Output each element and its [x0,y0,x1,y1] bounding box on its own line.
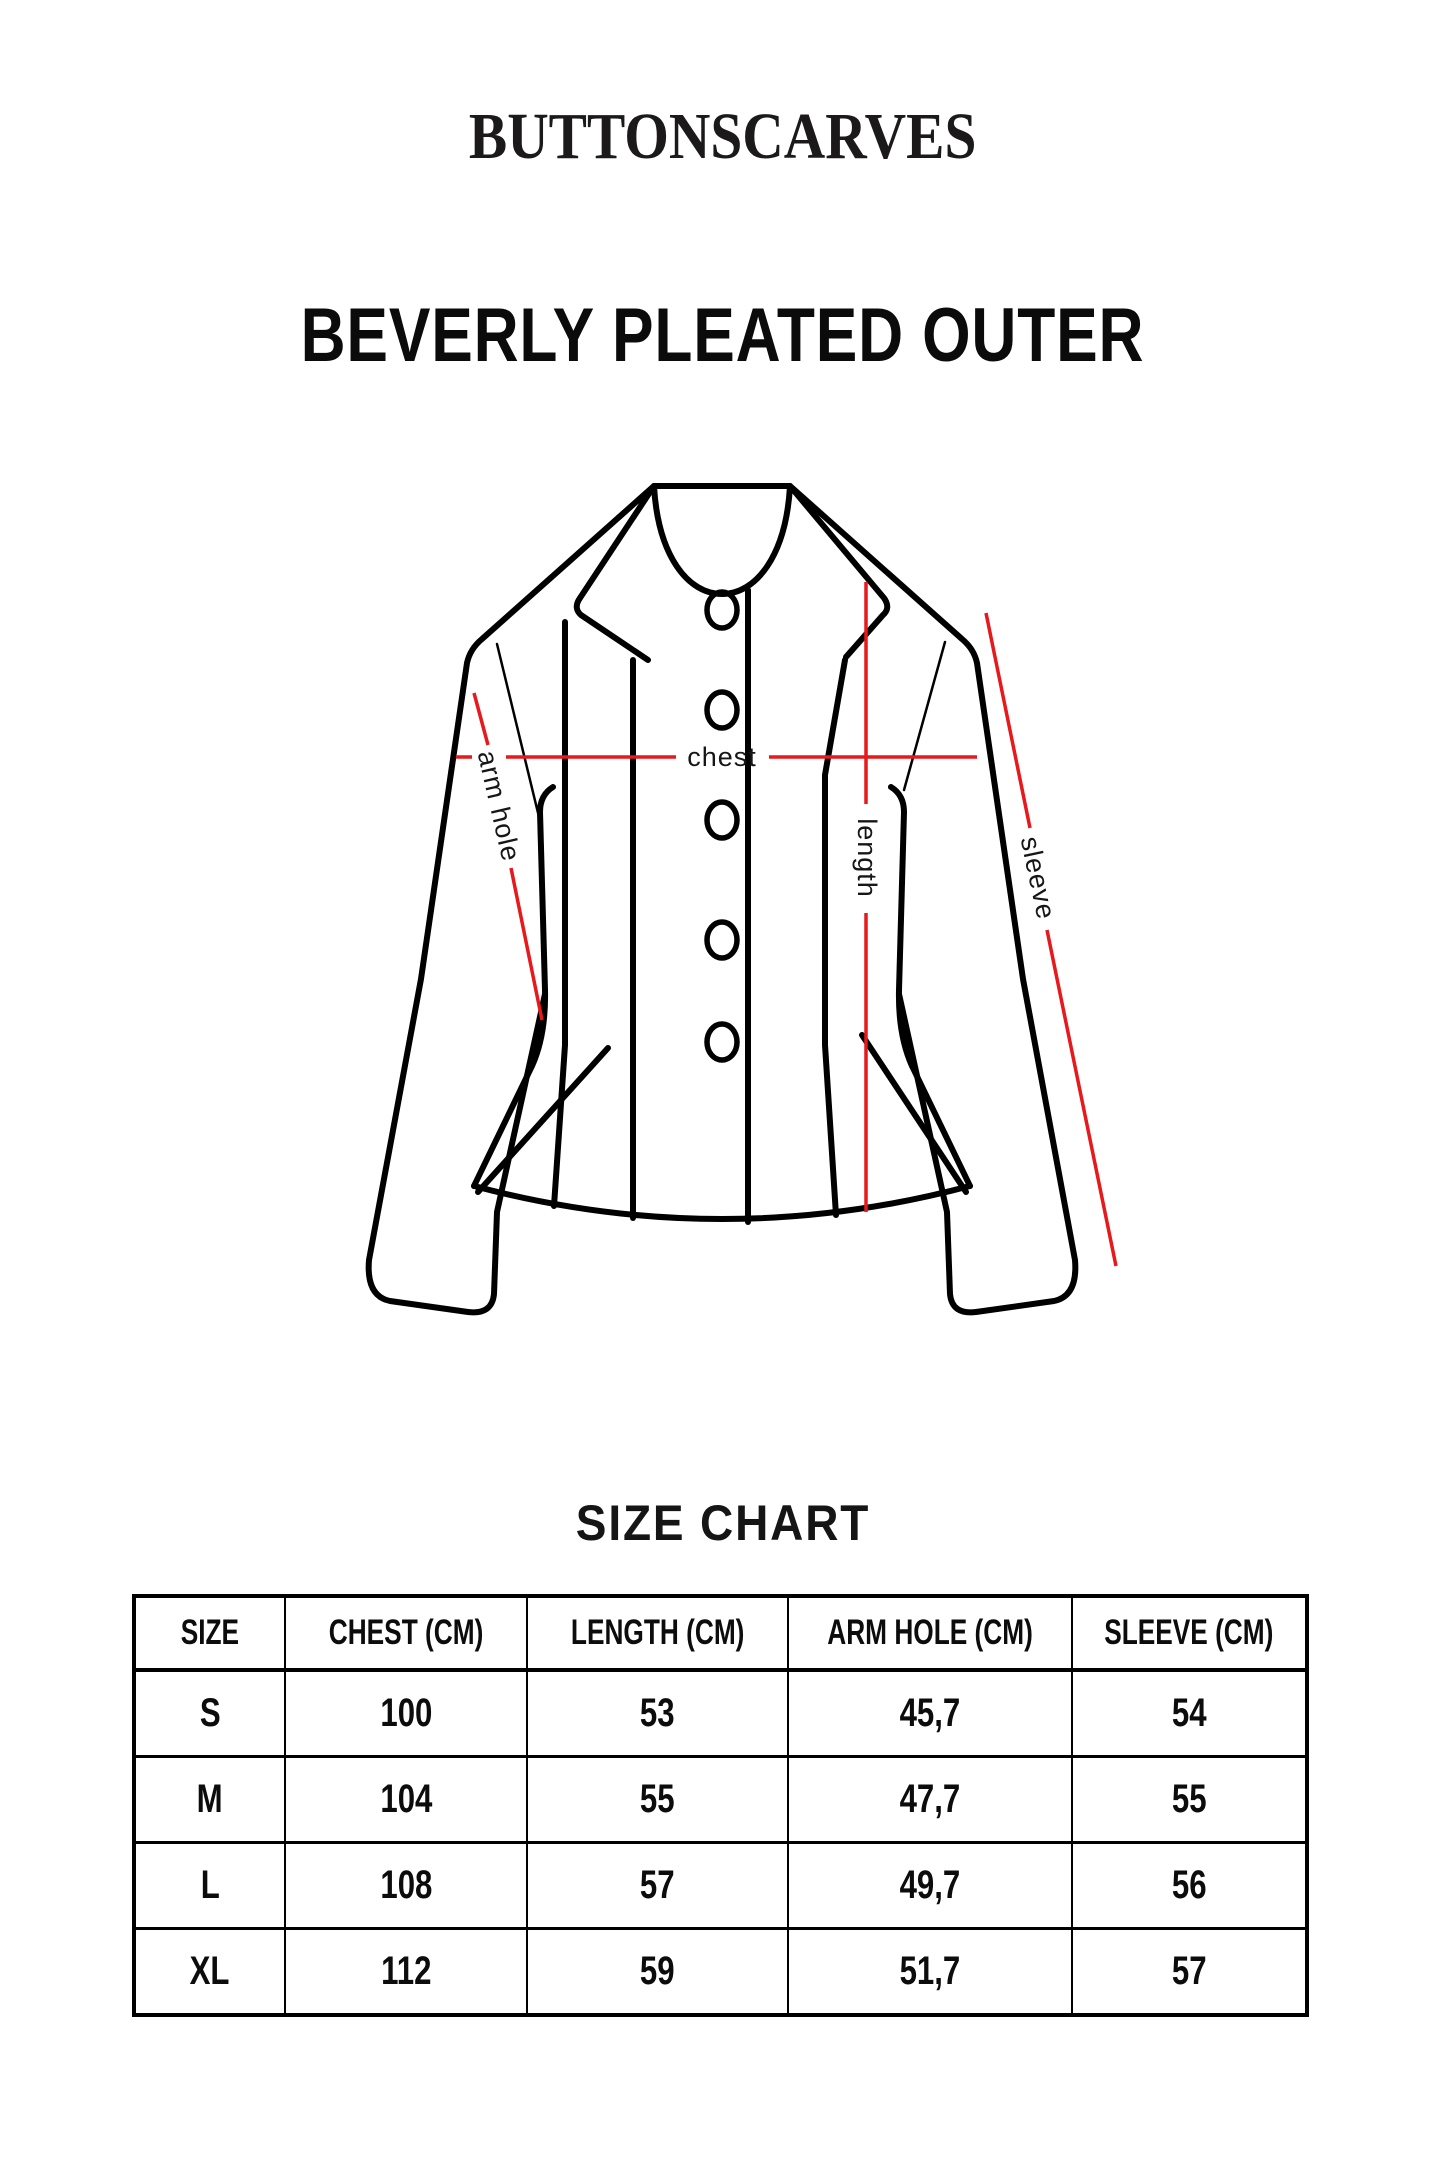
column-header-sleeve: SLEEVE (CM) [1072,1596,1307,1670]
size-cell: XL [134,1929,285,2016]
table-row-xl [134,1929,1307,2016]
buttons [707,592,737,1060]
garment-diagram [330,450,1150,1330]
sleeve-cell: 56 [1072,1843,1307,1929]
lapel-right [790,486,887,657]
sleeve-cell: 54 [1072,1670,1307,1757]
chest-cell: 112 [285,1929,527,2016]
length-cell: 57 [527,1843,788,1929]
chest-cell: 104 [285,1757,527,1843]
button-icon [707,1024,737,1060]
chest-measure-label: chest [687,742,757,772]
sleeve-cell: 55 [1072,1757,1307,1843]
length-cell: 59 [527,1929,788,2016]
button-icon [707,692,737,728]
table-row-s [134,1670,1307,1757]
armhole-seam-right [904,642,945,790]
sleeve-measure-label: sleeve [1014,833,1062,923]
column-header-arm-hole: ARM HOLE (CM) [788,1596,1072,1670]
column-header-chest: CHEST (CM) [285,1596,527,1670]
table-row-m [134,1757,1307,1843]
sleeve-cell: 57 [1072,1929,1307,2016]
chest-cell: 100 [285,1670,527,1757]
button-icon [707,802,737,838]
jacket-outline [369,486,1076,1312]
column-header-length: LENGTH (CM) [527,1596,788,1670]
arm-hole-cell: 45,7 [788,1670,1072,1757]
button-icon [707,592,737,628]
lapel-left [577,486,654,660]
pleat-line-right [825,660,845,1215]
brand-logo-text: BUTTONSCARVES [468,100,977,173]
table-header-row [134,1596,1307,1670]
measurement-labels [472,742,1062,922]
arm-hole-measure-label: arm hole [471,747,527,865]
arm-hole-cell: 47,7 [788,1757,1072,1843]
size-chart-heading-text: SIZE CHART [575,1495,870,1551]
product-title-text: BEVERLY PLEATED OUTER [300,293,1145,378]
product-title [0,293,1445,378]
length-cell: 53 [527,1670,788,1757]
button-icon [707,922,737,958]
length-measure-label: length [852,818,882,898]
arm-hole-cell: 51,7 [788,1929,1072,2016]
chest-cell: 108 [285,1843,527,1929]
brand-logo [0,100,1445,173]
pleat-line-left [554,622,565,1206]
size-cell: M [134,1757,285,1843]
column-header-size: SIZE [134,1596,285,1670]
size-chart-table [132,1594,1309,2017]
size-cell: L [134,1843,285,1929]
sleeve-left [369,486,654,1312]
table-row-l [134,1843,1307,1929]
size-chart-heading [0,1495,1445,1551]
flare-seam-left [478,1048,608,1192]
sleeve-measure-line [986,613,1116,1266]
hem-curve [474,1186,970,1219]
size-cell: S [134,1670,285,1757]
arm-hole-cell: 49,7 [788,1843,1072,1929]
length-cell: 55 [527,1757,788,1843]
collar-neck-curve [654,486,790,594]
